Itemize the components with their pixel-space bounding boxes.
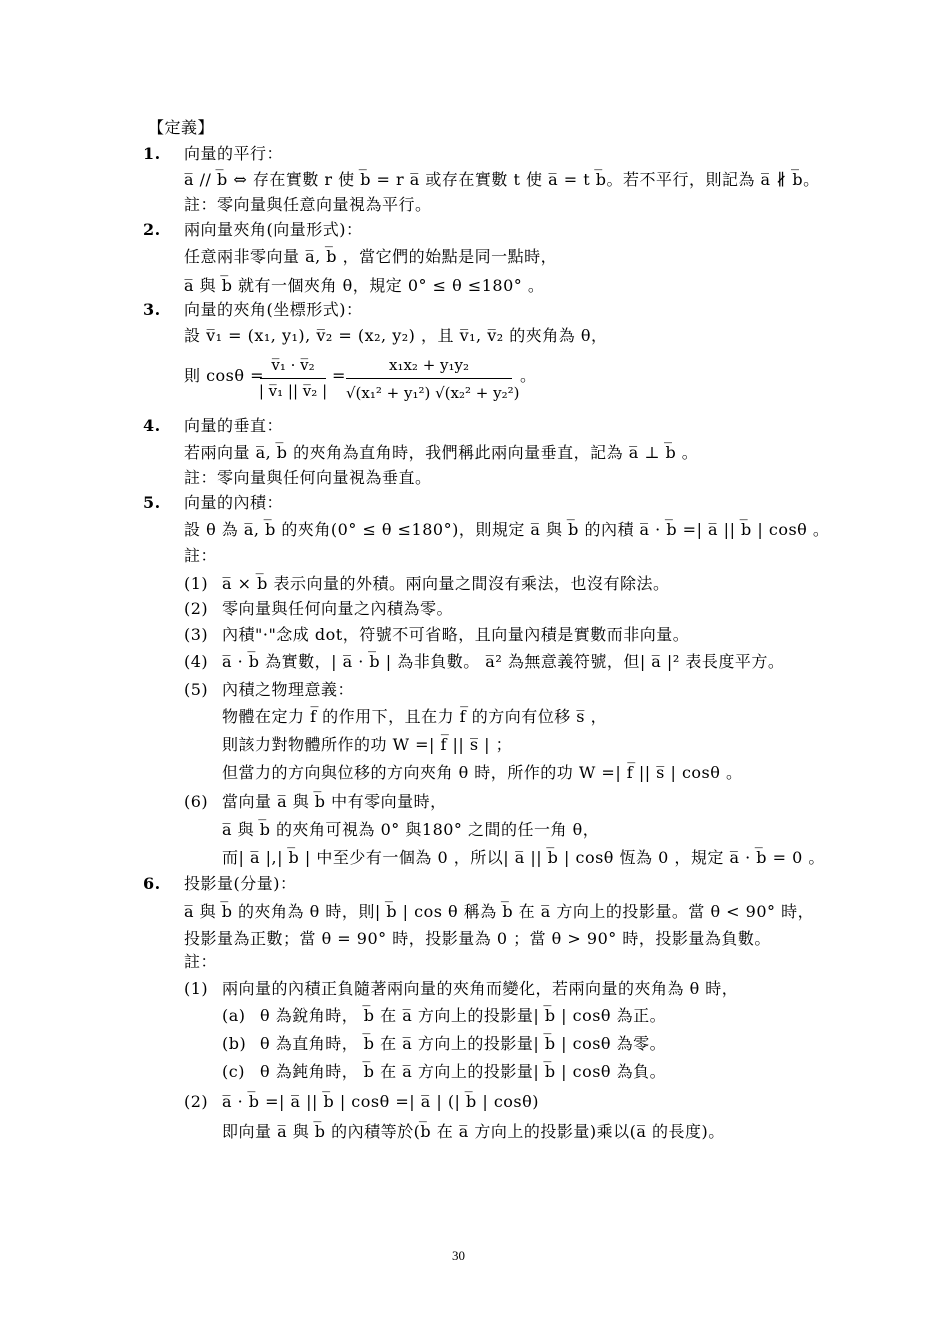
note-item-number: (2) <box>184 1092 209 1111</box>
dot-product-definition: 設 θ 為 a̅, b̅ 的夾角(0° ≤ θ ≤180°)，則規定 a̅ 與 b̅ 的內積 a̅ · b̅ =| a̅ || b̅ | cosθ 。 <box>184 520 830 539</box>
note-item-number: (1) <box>184 574 209 593</box>
sub-item-number: (a) <box>222 1006 246 1025</box>
formula-period: 。 <box>520 366 537 385</box>
note-item-text: 內積"·"念成 dot，符號不可省略，且向量內積是實數而非向量。 <box>222 625 690 644</box>
zero-vector-line-1: 當向量 a̅ 與 b̅ 中有零向量時， <box>222 792 447 811</box>
note-item-text: 內積之物理意義： <box>222 680 355 699</box>
physics-line-3: 但當力的方向與位移的方向夾角 θ 時，所作的功 W =| f̅ || s̅ | cosθ 。 <box>222 763 743 782</box>
angle-line-1: 任意兩非零向量 a̅, b̅ ，當它們的始點是同一點時， <box>184 247 558 266</box>
equals-sign: = <box>332 366 346 385</box>
item-title-4: 向量的垂直： <box>184 416 284 435</box>
note-item-text: a̅ × b̅ 表示向量的外積。兩向量之間沒有乘法，也沒有除法。 <box>222 574 670 593</box>
fraction-2-denominator: √(x₁² + y₁²) √(x₂² + y₂²) <box>346 384 520 402</box>
note-item-text: a̅ · b̅ 為實數，| a̅ · b̅ | 為非負數。 a̅² 為無意義符號，但| a̅ |² 表長度平方。 <box>222 652 785 671</box>
item-number-6: 6. <box>143 874 161 893</box>
item-number-3: 3. <box>143 300 161 319</box>
fraction-2-numerator: x₁x₂ + y₁y₂ <box>388 356 470 374</box>
note-item-text: 零向量與任何向量之內積為零。 <box>222 599 454 618</box>
item-number-1: 1. <box>143 144 161 163</box>
note-item-number: (5) <box>184 680 209 699</box>
sub-item-text: θ 為銳角時， b̅ 在 a̅ 方向上的投影量| b̅ | cosθ 為正。 <box>260 1006 667 1025</box>
zero-vector-line-3: 而| a̅ |,| b̅ | 中至少有一個為 0 ，所以| a̅ || b̅ | cosθ 恆為 0 ，規定 a̅ · b̅ = 0 。 <box>222 848 825 867</box>
sub-item-number: (b) <box>222 1034 247 1053</box>
item-title-1: 向量的平行： <box>184 144 284 163</box>
item-number-2: 2. <box>143 220 161 239</box>
projection-note-label: 註： <box>184 952 218 971</box>
item-title-2: 兩向量夾角(向量形式)： <box>184 220 363 239</box>
item-title-6: 投影量(分量)： <box>184 874 297 893</box>
projection-sign-line: 兩向量的內積正負隨著兩向量的夾角而變化，若兩向量的夾角為 θ 時， <box>222 979 739 998</box>
section-heading: 【定義】 <box>148 118 215 137</box>
parallel-definition: a̅ // b̅ ⇔ 存在實數 r 使 b̅ = r a̅ 或存在實數 t 使 a̅ = t b̅。若不平行，則記為 a̅ ∦ b̅。 <box>184 170 820 189</box>
projection-line-2: 投影量為正數；當 θ = 90° 時，投影量為 0 ；當 θ > 90° 時，投影量為負數。 <box>184 929 771 948</box>
note-item-number: (4) <box>184 652 209 671</box>
fraction-1-bar <box>260 378 326 379</box>
note-item-number: (1) <box>184 979 209 998</box>
note-item-number: (6) <box>184 792 209 811</box>
parallel-note: 註：零向量與任意向量視為平行。 <box>184 195 432 214</box>
item-title-5: 向量的內積： <box>184 493 284 512</box>
perpendicular-note: 註：零向量與任何向量視為垂直。 <box>184 468 432 487</box>
angle-line-2: a̅ 與 b̅ 就有一個夾角 θ，規定 0° ≤ θ ≤180° 。 <box>184 276 545 295</box>
sub-item-number: (c) <box>222 1062 245 1081</box>
note-item-number: (2) <box>184 599 209 618</box>
projection-interpretation: 即向量 a̅ 與 b̅ 的內積等於(b̅ 在 a̅ 方向上的投影量)乘以(a̅ 的長度)。 <box>222 1122 725 1141</box>
zero-vector-line-2: a̅ 與 b̅ 的夾角可視為 0° 與180° 之間的任一角 θ， <box>222 820 600 839</box>
sub-item-text: θ 為鈍角時， b̅ 在 a̅ 方向上的投影量| b̅ | cosθ 為負。 <box>260 1062 667 1081</box>
projection-formula: a̅ · b̅ =| a̅ || b̅ | cosθ =| a̅ | (| b̅ | cosθ) <box>222 1092 540 1111</box>
fraction-1-denominator: | v̅₁ || v̅₂ | <box>258 382 328 400</box>
physics-line-1: 物體在定力 f̅ 的作用下，且在力 f̅ 的方向有位移 s̅ ， <box>222 707 608 726</box>
sub-item-text: θ 為直角時， b̅ 在 a̅ 方向上的投影量| b̅ | cosθ 為零。 <box>260 1034 667 1053</box>
coordinate-setup: 設 v̅₁ = (x₁, y₁), v̅₂ = (x₂, y₂) ，且 v̅₁, v̅₂ 的夾角為 θ， <box>184 326 608 345</box>
physics-line-2: 則該力對物體所作的功 W =| f̅ || s̅ | ； <box>222 735 513 754</box>
fraction-1-numerator: v̅₁ · v̅₂ <box>271 356 315 374</box>
projection-line-1: a̅ 與 b̅ 的夾角為 θ 時，則| b̅ | cos θ 稱為 b̅ 在 a̅ 方向上的投影量。當 θ < 90° 時， <box>184 902 815 921</box>
item-number-4: 4. <box>143 416 161 435</box>
note-item-number: (3) <box>184 625 209 644</box>
page-number: 30 <box>452 1248 465 1263</box>
dot-product-note-label: 註： <box>184 546 218 565</box>
fraction-2-bar <box>346 378 512 379</box>
perpendicular-definition: 若兩向量 a̅, b̅ 的夾角為直角時，我們稱此兩向量垂直，記為 a̅ ⊥ b̅ 。 <box>184 443 699 462</box>
cos-formula-prefix: 則 cosθ = <box>184 366 265 385</box>
item-title-3: 向量的夾角(坐標形式)： <box>184 300 363 319</box>
item-number-5: 5. <box>143 493 161 512</box>
